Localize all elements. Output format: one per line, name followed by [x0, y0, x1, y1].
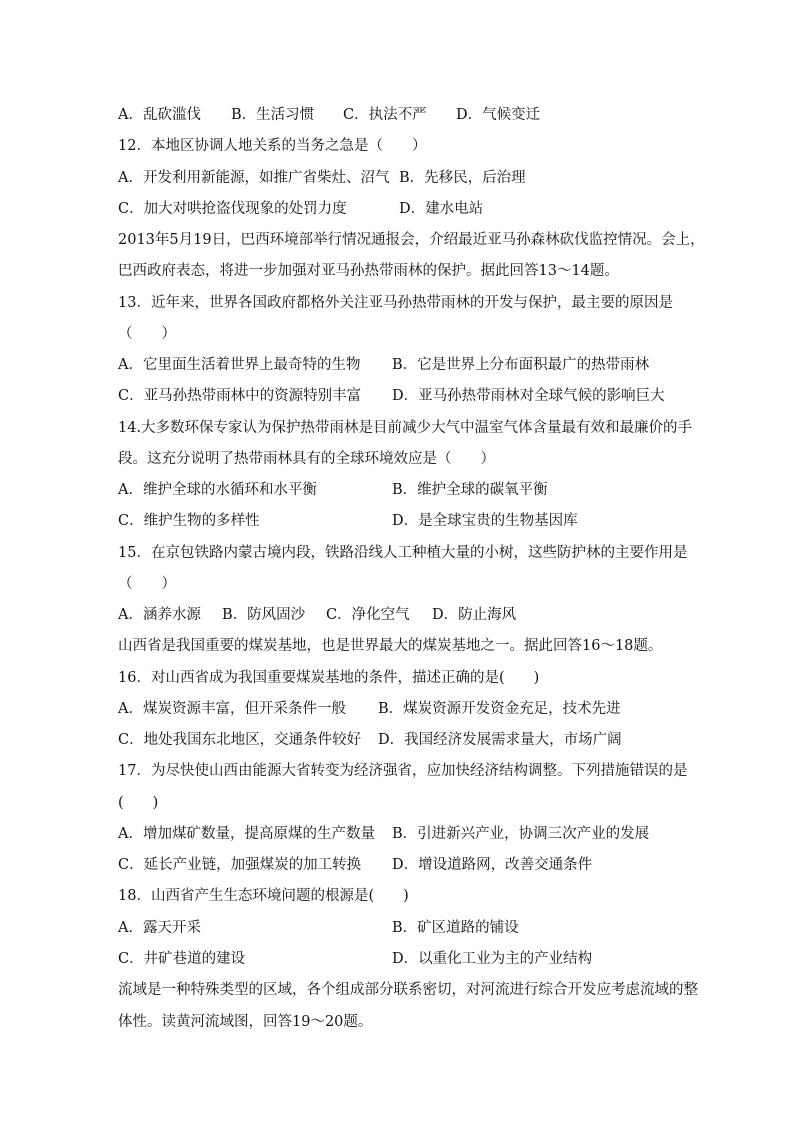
q17-stem-line1: 17．为尽快使山西由能源大省转变为经济强省，应加快经济结构调整。下列措施错误的是: [118, 763, 688, 779]
q14-stem-line2: 段。这充分说明了热带雨林具有的全球环境效应是（ ）: [118, 451, 495, 467]
q17-option-b: B．引进新兴产业，协调三次产业的发展: [392, 826, 650, 842]
q15-stem-line1: 15．在京包铁路内蒙古境内段，铁路沿线人工种植大量的小树，这些防护林的主要作用是: [118, 545, 688, 561]
q12-stem: 12．本地区协调人地关系的当务之急是（ ）: [118, 138, 427, 154]
q11-option-d: D．气候变迁: [456, 107, 541, 123]
q16-option-b: B．煤炭资源开发资金充足，技术先进: [378, 701, 621, 717]
q16-option-c: C．地处我国东北地区，交通条件较好: [118, 732, 362, 748]
q12-option-c: C．加大对哄抢盗伐现象的处罚力度: [118, 201, 347, 217]
q18-option-c: C．井矿巷道的建设: [118, 951, 246, 967]
q18-option-d: D．以重化工业为主的产业结构: [392, 951, 593, 967]
q14-option-b: B．维护全球的碳氧平衡: [392, 482, 548, 498]
q14-option-a: A．维护全球的水循环和水平衡: [118, 482, 317, 498]
passage-19-20-line1: 流域是一种特殊类型的区域，各个组成部分联系密切，对河流进行综合开发应考虑流域的整: [118, 982, 698, 998]
q18-option-b: B．矿区道路的铺设: [392, 920, 519, 936]
q15-option-d: D．防止海风: [432, 607, 517, 623]
q18-option-a: A．露天开采: [118, 920, 201, 936]
q13-option-a: A．它里面生活着世界上最奇特的生物: [118, 357, 361, 373]
q14-option-c: C．维护生物的多样性: [118, 513, 260, 529]
q14-option-d: D．是全球宝贵的生物基因库: [392, 513, 578, 529]
q13-option-b: B．它是世界上分布面积最广的热带雨林: [392, 357, 650, 373]
q13-stem-line1: 13．近年来，世界各国政府都格外关注亚马孙热带雨林的开发与保护，最主要的原因是: [118, 295, 673, 311]
q17-option-c: C．延长产业链，加强煤炭的加工转换: [118, 857, 362, 873]
q18-stem: 18．山西省产生生态环境问题的根源是( ): [118, 888, 409, 904]
q12-option-a: A．开发利用新能源，如推广省柴灶、沼气: [118, 170, 390, 186]
passage-16-18-line1: 山西省是我国重要的煤炭基地，也是世界最大的煤炭基地之一。据此回答16～18题。: [118, 638, 663, 654]
q11-option-c: C．执法不严: [343, 107, 427, 123]
passage-19-20-line2: 体性。读黄河流域图，回答19～20题。: [118, 1014, 373, 1030]
q16-option-a: A．煤炭资源丰富，但开采条件一般: [118, 701, 346, 717]
q11-option-b: B．生活习惯: [231, 107, 315, 123]
passage-13-14-line1: 2013年5月19日，巴西环境部举行情况通报会，介绍最近亚马孙森林砍伐监控情况。会上，: [118, 232, 705, 248]
q16-option-d: D．我国经济发展需求量大，市场广阔: [378, 732, 622, 748]
q13-option-d: D．亚马孙热带雨林对全球气候的影响巨大: [392, 388, 665, 404]
q15-option-b: B．防风固沙: [222, 607, 306, 623]
q12-option-d: D．建水电站: [399, 201, 484, 217]
passage-13-14-line2: 巴西政府表态，将进一步加强对亚马孙热带雨林的保护。据此回答13～14题。: [118, 263, 619, 279]
q13-stem-line2: （ ）: [118, 326, 176, 342]
q14-stem-line1: 14.大多数环保专家认为保护热带雨林是目前减少大气中温室气体含量最有效和最廉价的手: [118, 420, 693, 436]
q17-stem-line2: ( ): [118, 795, 159, 811]
q15-option-c: C．净化空气: [326, 607, 410, 623]
q13-option-c: C．亚马孙热带雨林中的资源特别丰富: [118, 388, 362, 404]
q12-option-b: B．先移民，后治理: [399, 170, 526, 186]
q15-stem-line2: （ ）: [118, 576, 176, 592]
q11-option-a: A．乱砍滥伐: [118, 107, 201, 123]
q17-option-a: A．增加煤矿数量，提高原煤的生产数量: [118, 826, 375, 842]
q15-option-a: A．涵养水源: [118, 607, 201, 623]
q17-option-d: D．增设道路网，改善交通条件: [392, 857, 593, 873]
q16-stem: 16．对山西省成为我国重要煤炭基地的条件，描述正确的是( ): [118, 670, 540, 686]
